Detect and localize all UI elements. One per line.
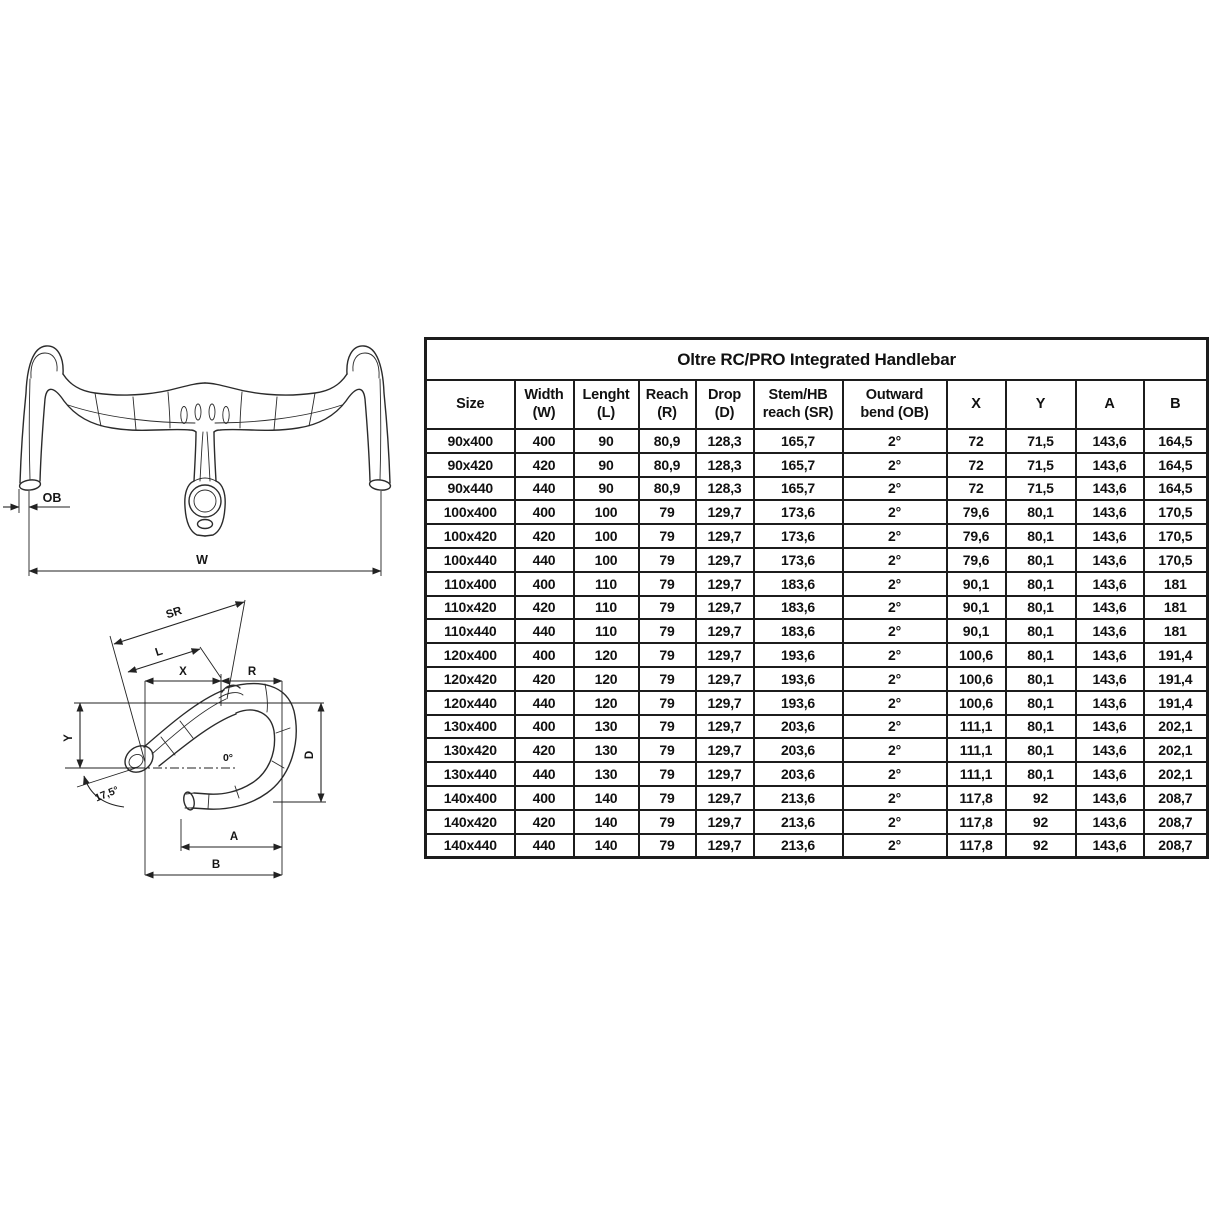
table-cell: 130 <box>574 762 639 786</box>
table-cell: 80,1 <box>1006 500 1076 524</box>
dim-label-d: D <box>304 750 316 760</box>
table-cell: 143,6 <box>1076 810 1144 834</box>
column-header-1 <box>515 380 574 429</box>
table-cell: 100,6 <box>947 667 1006 691</box>
dim-label-l: L <box>153 645 165 659</box>
table-cell: 120x400 <box>426 643 515 667</box>
table-cell: 128,3 <box>696 429 754 453</box>
table-cell: 140x400 <box>426 786 515 810</box>
table-cell: 400 <box>515 715 574 739</box>
table-cell: 79 <box>639 834 696 858</box>
table-cell: 130x440 <box>426 762 515 786</box>
table-cell: 79 <box>639 715 696 739</box>
column-header-0 <box>426 380 515 429</box>
table-cell: 129,7 <box>696 643 754 667</box>
table-cell: 400 <box>515 429 574 453</box>
table-cell: 143,6 <box>1076 619 1144 643</box>
table-cell: 80,1 <box>1006 524 1076 548</box>
column-header-sublabel: (L) <box>597 404 615 421</box>
dim-label-y: Y <box>63 734 75 742</box>
table-header-row <box>426 380 1208 429</box>
table-cell: 100 <box>574 548 639 572</box>
table-cell: 143,6 <box>1076 667 1144 691</box>
table-cell: 129,7 <box>696 524 754 548</box>
table-cell: 120 <box>574 691 639 715</box>
dim-label-angle: 17,5° <box>93 784 121 805</box>
column-header-label: B <box>1170 395 1181 412</box>
table-cell: 80,1 <box>1006 738 1076 762</box>
table-cell: 90x420 <box>426 453 515 477</box>
column-header-sublabel: reach (SR) <box>762 404 834 421</box>
table-row <box>426 548 1208 572</box>
column-header-7 <box>947 380 1006 429</box>
table-cell: 143,6 <box>1076 691 1144 715</box>
table-cell: 2° <box>843 429 947 453</box>
table-cell: 183,6 <box>754 619 843 643</box>
table-row <box>426 810 1208 834</box>
table-cell: 90 <box>574 477 639 501</box>
table-cell: 143,6 <box>1076 453 1144 477</box>
table-cell: 2° <box>843 810 947 834</box>
column-header-label: Y <box>1035 395 1046 412</box>
table-cell: 79 <box>639 596 696 620</box>
table-row <box>426 619 1208 643</box>
column-header-sublabel: (D) <box>714 404 735 421</box>
table-cell: 80,1 <box>1006 643 1076 667</box>
table-cell: 79 <box>639 500 696 524</box>
table-row <box>426 786 1208 810</box>
table-cell: 173,6 <box>754 500 843 524</box>
dim-label-w: W <box>196 553 208 567</box>
table-cell: 92 <box>1006 834 1076 858</box>
table-cell: 110 <box>574 572 639 596</box>
table-cell: 170,5 <box>1144 524 1208 548</box>
table-cell: 213,6 <box>754 786 843 810</box>
table-cell: 143,6 <box>1076 572 1144 596</box>
table-cell: 203,6 <box>754 715 843 739</box>
table-cell: 79,6 <box>947 500 1006 524</box>
table-cell: 130 <box>574 715 639 739</box>
table-cell: 79 <box>639 667 696 691</box>
table-cell: 120x440 <box>426 691 515 715</box>
table-cell: 80,1 <box>1006 762 1076 786</box>
table-cell: 80,1 <box>1006 715 1076 739</box>
table-cell: 173,6 <box>754 524 843 548</box>
column-header-sublabel: bend (OB) <box>860 404 929 421</box>
table-cell: 110 <box>574 619 639 643</box>
table-cell: 79 <box>639 524 696 548</box>
table-cell: 79 <box>639 643 696 667</box>
table-cell: 140x440 <box>426 834 515 858</box>
table-cell: 2° <box>843 596 947 620</box>
table-cell: 400 <box>515 643 574 667</box>
table-cell: 130x400 <box>426 715 515 739</box>
table-cell: 202,1 <box>1144 738 1208 762</box>
table-cell: 129,7 <box>696 500 754 524</box>
column-header-6 <box>843 380 947 429</box>
table-cell: 143,6 <box>1076 548 1144 572</box>
table-cell: 130x420 <box>426 738 515 762</box>
table-cell: 420 <box>515 738 574 762</box>
table-cell: 420 <box>515 453 574 477</box>
table-cell: 140 <box>574 786 639 810</box>
dim-label-a: A <box>229 831 239 843</box>
table-cell: 79 <box>639 786 696 810</box>
table-row <box>426 643 1208 667</box>
table-row <box>426 524 1208 548</box>
table-cell: 140x420 <box>426 810 515 834</box>
table-cell: 191,4 <box>1144 691 1208 715</box>
table-cell: 129,7 <box>696 715 754 739</box>
table-cell: 202,1 <box>1144 762 1208 786</box>
table-cell: 440 <box>515 477 574 501</box>
table-cell: 140 <box>574 810 639 834</box>
table-cell: 100,6 <box>947 691 1006 715</box>
column-header-3 <box>639 380 696 429</box>
table-cell: 100 <box>574 500 639 524</box>
table-cell: 117,8 <box>947 810 1006 834</box>
table-cell: 129,7 <box>696 762 754 786</box>
table-cell: 79 <box>639 738 696 762</box>
table-cell: 2° <box>843 715 947 739</box>
column-header-sublabel: (W) <box>532 404 556 421</box>
table-cell: 2° <box>843 834 947 858</box>
table-cell: 143,6 <box>1076 477 1144 501</box>
table-cell: 203,6 <box>754 762 843 786</box>
table-cell: 80,9 <box>639 477 696 501</box>
table-cell: 420 <box>515 810 574 834</box>
column-header-label: X <box>971 395 981 412</box>
handlebar-spec-table <box>424 337 1209 859</box>
table-cell: 129,7 <box>696 834 754 858</box>
table-cell: 181 <box>1144 619 1208 643</box>
table-cell: 2° <box>843 667 947 691</box>
table-cell: 79 <box>639 572 696 596</box>
table-cell: 420 <box>515 596 574 620</box>
table-cell: 100,6 <box>947 643 1006 667</box>
table-cell: 71,5 <box>1006 477 1076 501</box>
table-cell: 90,1 <box>947 572 1006 596</box>
table-cell: 117,8 <box>947 834 1006 858</box>
table-cell: 2° <box>843 786 947 810</box>
table-cell: 140 <box>574 834 639 858</box>
table-cell: 80,1 <box>1006 596 1076 620</box>
table-cell: 92 <box>1006 786 1076 810</box>
table-cell: 2° <box>843 500 947 524</box>
table-cell: 80,1 <box>1006 619 1076 643</box>
table-row <box>426 596 1208 620</box>
table-cell: 120 <box>574 667 639 691</box>
table-cell: 165,7 <box>754 429 843 453</box>
table-cell: 143,6 <box>1076 834 1144 858</box>
table-cell: 143,6 <box>1076 738 1144 762</box>
table-cell: 117,8 <box>947 786 1006 810</box>
table-cell: 143,6 <box>1076 524 1144 548</box>
table-cell: 129,7 <box>696 810 754 834</box>
table-cell: 183,6 <box>754 572 843 596</box>
table-cell: 191,4 <box>1144 643 1208 667</box>
table-cell: 2° <box>843 453 947 477</box>
table-cell: 80,1 <box>1006 667 1076 691</box>
table-cell: 79,6 <box>947 524 1006 548</box>
table-cell: 208,7 <box>1144 810 1208 834</box>
table-cell: 170,5 <box>1144 500 1208 524</box>
table-cell: 191,4 <box>1144 667 1208 691</box>
table-cell: 111,1 <box>947 738 1006 762</box>
table-cell: 80,1 <box>1006 572 1076 596</box>
table-row <box>426 477 1208 501</box>
table-title-row <box>426 339 1208 381</box>
column-header-label: Size <box>456 395 485 412</box>
table-cell: 79 <box>639 548 696 572</box>
table-title: Oltre RC/PRO Integrated Handlebar <box>426 339 1208 381</box>
table-cell: 71,5 <box>1006 429 1076 453</box>
handlebar-front-view-drawing <box>0 331 420 586</box>
table-cell: 129,7 <box>696 738 754 762</box>
table-cell: 400 <box>515 786 574 810</box>
table-cell: 143,6 <box>1076 596 1144 620</box>
table-cell: 90,1 <box>947 596 1006 620</box>
column-header-2 <box>574 380 639 429</box>
table-cell: 170,5 <box>1144 548 1208 572</box>
table-row <box>426 834 1208 858</box>
column-header-8 <box>1006 380 1076 429</box>
table-cell: 213,6 <box>754 834 843 858</box>
column-header-label: Reach <box>645 387 689 404</box>
table-cell: 202,1 <box>1144 715 1208 739</box>
table-cell: 129,7 <box>696 786 754 810</box>
column-header-9 <box>1076 380 1144 429</box>
table-cell: 129,7 <box>696 619 754 643</box>
column-header-4 <box>696 380 754 429</box>
dim-label-ob: OB <box>42 491 62 505</box>
table-cell: 129,7 <box>696 596 754 620</box>
column-header-label: Outward <box>865 387 924 404</box>
dim-label-b: B <box>211 859 221 871</box>
table-row <box>426 453 1208 477</box>
table-cell: 2° <box>843 738 947 762</box>
table-cell: 400 <box>515 500 574 524</box>
table-cell: 80,1 <box>1006 548 1076 572</box>
table-cell: 2° <box>843 643 947 667</box>
table-cell: 143,6 <box>1076 715 1144 739</box>
table-cell: 2° <box>843 477 947 501</box>
table-cell: 165,7 <box>754 453 843 477</box>
column-header-label: Stem/HB <box>768 387 828 404</box>
table-cell: 193,6 <box>754 667 843 691</box>
table-cell: 90x440 <box>426 477 515 501</box>
table-row <box>426 715 1208 739</box>
table-cell: 193,6 <box>754 691 843 715</box>
table-cell: 164,5 <box>1144 429 1208 453</box>
table-cell: 181 <box>1144 596 1208 620</box>
table-cell: 90 <box>574 453 639 477</box>
table-cell: 143,6 <box>1076 786 1144 810</box>
column-header-label: A <box>1104 395 1115 412</box>
dim-label-sr: SR <box>164 604 184 622</box>
table-cell: 208,7 <box>1144 786 1208 810</box>
column-header-label: Width <box>524 387 564 404</box>
table-cell: 440 <box>515 619 574 643</box>
table-cell: 80,9 <box>639 429 696 453</box>
table-cell: 208,7 <box>1144 834 1208 858</box>
table-cell: 143,6 <box>1076 762 1144 786</box>
table-cell: 440 <box>515 548 574 572</box>
table-cell: 143,6 <box>1076 429 1144 453</box>
table-cell: 2° <box>843 762 947 786</box>
table-cell: 400 <box>515 572 574 596</box>
table-cell: 193,6 <box>754 643 843 667</box>
table-cell: 164,5 <box>1144 453 1208 477</box>
table-cell: 129,7 <box>696 667 754 691</box>
table-cell: 129,7 <box>696 548 754 572</box>
table-cell: 92 <box>1006 810 1076 834</box>
table-cell: 100x420 <box>426 524 515 548</box>
table-cell: 440 <box>515 834 574 858</box>
table-cell: 420 <box>515 667 574 691</box>
table-cell: 110x420 <box>426 596 515 620</box>
table-cell: 2° <box>843 619 947 643</box>
table-cell: 128,3 <box>696 453 754 477</box>
column-header-5 <box>754 380 843 429</box>
table-cell: 128,3 <box>696 477 754 501</box>
table-cell: 79 <box>639 762 696 786</box>
table-cell: 111,1 <box>947 762 1006 786</box>
dim-label-zero-deg: 0° <box>222 752 234 764</box>
table-cell: 110x400 <box>426 572 515 596</box>
handlebar-side-view-drawing <box>40 586 390 882</box>
table-cell: 420 <box>515 524 574 548</box>
table-row <box>426 738 1208 762</box>
table-cell: 79 <box>639 619 696 643</box>
table-row <box>426 572 1208 596</box>
table-row <box>426 762 1208 786</box>
column-header-label: Lenght <box>582 387 630 404</box>
table-cell: 129,7 <box>696 572 754 596</box>
table-cell: 100x440 <box>426 548 515 572</box>
table-cell: 79,6 <box>947 548 1006 572</box>
table-cell: 203,6 <box>754 738 843 762</box>
table-cell: 72 <box>947 477 1006 501</box>
table-cell: 71,5 <box>1006 453 1076 477</box>
table-cell: 111,1 <box>947 715 1006 739</box>
table-cell: 110x440 <box>426 619 515 643</box>
table-cell: 129,7 <box>696 691 754 715</box>
table-cell: 120 <box>574 643 639 667</box>
table-cell: 2° <box>843 572 947 596</box>
table-cell: 79 <box>639 691 696 715</box>
table-cell: 165,7 <box>754 477 843 501</box>
table-cell: 79 <box>639 810 696 834</box>
dim-label-r: R <box>247 666 257 678</box>
table-cell: 130 <box>574 738 639 762</box>
table-cell: 440 <box>515 762 574 786</box>
table-cell: 100x400 <box>426 500 515 524</box>
column-header-label: Drop <box>707 387 742 404</box>
table-cell: 90 <box>574 429 639 453</box>
table-cell: 164,5 <box>1144 477 1208 501</box>
column-header-10 <box>1144 380 1208 429</box>
table-row <box>426 691 1208 715</box>
table-cell: 120x420 <box>426 667 515 691</box>
table-cell: 110 <box>574 596 639 620</box>
table-cell: 143,6 <box>1076 643 1144 667</box>
table-cell: 72 <box>947 453 1006 477</box>
table-cell: 183,6 <box>754 596 843 620</box>
dim-label-x: X <box>179 666 187 678</box>
table-cell: 90x400 <box>426 429 515 453</box>
table-row <box>426 500 1208 524</box>
table-cell: 90,1 <box>947 619 1006 643</box>
column-header-sublabel: (R) <box>657 404 677 421</box>
table-cell: 213,6 <box>754 810 843 834</box>
table-row <box>426 667 1208 691</box>
table-cell: 80,9 <box>639 453 696 477</box>
table-cell: 72 <box>947 429 1006 453</box>
table-cell: 80,1 <box>1006 691 1076 715</box>
table-cell: 2° <box>843 548 947 572</box>
table-cell: 440 <box>515 691 574 715</box>
table-row <box>426 429 1208 453</box>
table-cell: 2° <box>843 691 947 715</box>
table-cell: 2° <box>843 524 947 548</box>
table-cell: 181 <box>1144 572 1208 596</box>
table-cell: 100 <box>574 524 639 548</box>
table-cell: 143,6 <box>1076 500 1144 524</box>
table-cell: 173,6 <box>754 548 843 572</box>
